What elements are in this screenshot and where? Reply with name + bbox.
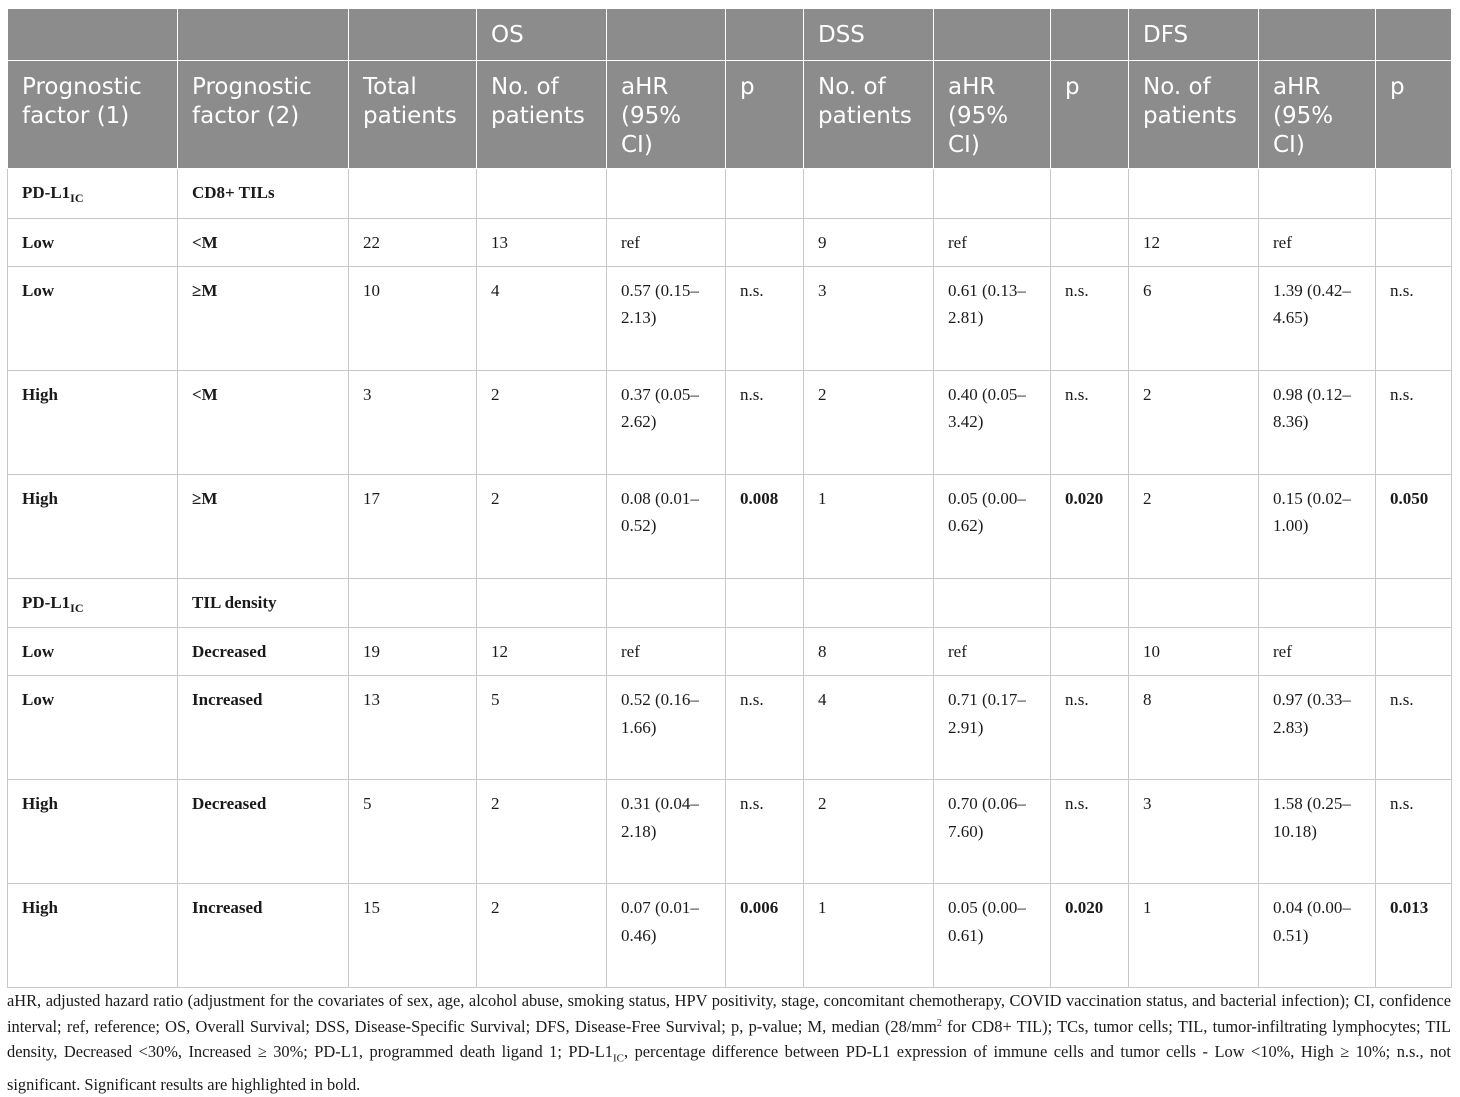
table-cell (934, 169, 1051, 219)
group-header-row (8, 9, 1452, 61)
table-cell: n.s. (1376, 676, 1452, 780)
table-cell: 2 (477, 370, 607, 474)
table-cell: n.s. (726, 780, 804, 884)
table-cell (477, 169, 607, 219)
col-header-dss-ahr: aHR (95% CI) (934, 61, 1051, 169)
section-header-row (8, 578, 1452, 628)
table-cell: 1.58 (0.25–10.18) (1259, 780, 1376, 884)
table-cell: <M (178, 370, 349, 474)
results-table-container (7, 8, 1451, 988)
empty-header-cell (349, 9, 477, 61)
table-cell: Decreased (178, 780, 349, 884)
group-header-dss: DSS (804, 9, 934, 61)
table-cell: High (8, 474, 178, 578)
col-header-os-n: No. of patients (477, 61, 607, 169)
table-row (8, 474, 1452, 578)
table-row (8, 370, 1452, 474)
table-cell (1376, 578, 1452, 628)
table-cell (1376, 628, 1452, 676)
empty-header-cell (1051, 9, 1129, 61)
table-cell: 2 (477, 884, 607, 988)
table-cell: 0.52 (0.16–1.66) (607, 676, 726, 780)
table-cell: High (8, 884, 178, 988)
table-cell: n.s. (1051, 676, 1129, 780)
table-cell: 22 (349, 218, 477, 266)
table-cell (349, 169, 477, 219)
table-cell: 0.61 (0.13–2.81) (934, 266, 1051, 370)
table-row (8, 628, 1452, 676)
col-header-dfs-n: No. of patients (1129, 61, 1259, 169)
table-cell: 0.04 (0.00–0.51) (1259, 884, 1376, 988)
table-cell: n.s. (726, 370, 804, 474)
table-cell: 0.08 (0.01–0.52) (607, 474, 726, 578)
table-cell: ref (607, 218, 726, 266)
table-cell: 6 (1129, 266, 1259, 370)
table-cell: 1 (804, 474, 934, 578)
table-cell: 13 (349, 676, 477, 780)
table-cell: ref (934, 628, 1051, 676)
table-cell: 0.97 (0.33–2.83) (1259, 676, 1376, 780)
table-cell: 0.57 (0.15–2.13) (607, 266, 726, 370)
table-cell: 0.71 (0.17–2.91) (934, 676, 1051, 780)
table-cell: 0.37 (0.05–2.62) (607, 370, 726, 474)
table-cell: 3 (1129, 780, 1259, 884)
table-cell: 4 (804, 676, 934, 780)
table-cell: 9 (804, 218, 934, 266)
table-cell: 1 (1129, 884, 1259, 988)
table-cell: 1.39 (0.42–4.65) (1259, 266, 1376, 370)
table-cell: 0.70 (0.06–7.60) (934, 780, 1051, 884)
table-cell (607, 578, 726, 628)
table-row (8, 780, 1452, 884)
table-cell: n.s. (1376, 266, 1452, 370)
table-cell: 13 (477, 218, 607, 266)
table-cell: 0.31 (0.04–2.18) (607, 780, 726, 884)
table-cell: Increased (178, 676, 349, 780)
table-cell (1051, 628, 1129, 676)
table-cell: High (8, 370, 178, 474)
table-cell: 0.020 (1051, 474, 1129, 578)
table-cell (726, 628, 804, 676)
col-header-os-p: p (726, 61, 804, 169)
table-cell (349, 578, 477, 628)
table-cell: 0.05 (0.00–0.62) (934, 474, 1051, 578)
table-cell: 3 (349, 370, 477, 474)
table-cell: 0.15 (0.02–1.00) (1259, 474, 1376, 578)
table-cell: 12 (477, 628, 607, 676)
col-header-dfs-ahr: aHR (95% CI) (1259, 61, 1376, 169)
group-header-dfs: DFS (1129, 9, 1259, 61)
table-cell: n.s. (726, 266, 804, 370)
table-row (8, 884, 1452, 988)
table-cell: n.s. (1051, 780, 1129, 884)
table-cell: 17 (349, 474, 477, 578)
table-cell: 19 (349, 628, 477, 676)
table-cell: ≥M (178, 266, 349, 370)
empty-header-cell (1376, 9, 1452, 61)
table-cell: Low (8, 218, 178, 266)
table-cell: 2 (1129, 474, 1259, 578)
group-header-os: OS (477, 9, 607, 61)
col-header-dss-p: p (1051, 61, 1129, 169)
table-cell (934, 578, 1051, 628)
col-header-dss-n: No. of patients (804, 61, 934, 169)
section-factor1: $PD-L1_{IC}$ (8, 169, 178, 219)
empty-header-cell (1259, 9, 1376, 61)
section-factor2: CD8+ TILs (178, 169, 349, 219)
table-cell: 8 (1129, 676, 1259, 780)
empty-header-cell (607, 9, 726, 61)
table-cell (1129, 578, 1259, 628)
table-cell (1259, 578, 1376, 628)
table-cell: ref (1259, 628, 1376, 676)
table-cell: Decreased (178, 628, 349, 676)
table-cell: n.s. (1051, 370, 1129, 474)
table-cell (726, 169, 804, 219)
table-cell (804, 169, 934, 219)
table-row (8, 266, 1452, 370)
table-cell: ref (607, 628, 726, 676)
empty-header-cell (8, 9, 178, 61)
table-cell: 0.40 (0.05–3.42) (934, 370, 1051, 474)
table-footnote: aHR, adjusted hazard ratio (adjustment for the covariates of sex, age, alcohol abuse, smoking status, HPV positivity, stage, concomitant chemotherapy, COVID vaccination status, and bacterial infection); CI, confidence interval; ref, reference; OS, Overall Survival; DSS, Disease-Specific Survival; DFS, Disease-Free Survival; p, p-value; M, median ($28/mm^2$ for CD8+ TIL); TCs, tumor cells; TIL, tumor-infiltrating lymphocytes; TIL density, Decreased <30%, Increased ≥ 30%; PD-L1, programmed death ligand 1; $PD-L1_{IC}$, percentage difference between PD-L1 expression of immune cells and tumor cells - Low <10%, High ≥ 10%; n.s., not significant. Significant results are highlighted in bold. (7, 991, 1451, 1094)
table-cell: 3 (804, 266, 934, 370)
table-cell: 0.008 (726, 474, 804, 578)
table-cell: 0.050 (1376, 474, 1452, 578)
col-header-os-ahr: aHR (95% CI) (607, 61, 726, 169)
table-cell (726, 218, 804, 266)
table-cell: 10 (1129, 628, 1259, 676)
table-cell: ≥M (178, 474, 349, 578)
table-cell: 2 (804, 370, 934, 474)
col-header-factor2: Prognostic factor (2) (178, 61, 349, 169)
col-header-total: Total patients (349, 61, 477, 169)
table-cell: 2 (1129, 370, 1259, 474)
column-header-row (8, 61, 1452, 169)
table-cell: Low (8, 628, 178, 676)
table-cell: 5 (349, 780, 477, 884)
table-cell: 0.013 (1376, 884, 1452, 988)
table-cell (804, 578, 934, 628)
table-cell (1129, 169, 1259, 219)
table-row (8, 218, 1452, 266)
table-cell: 8 (804, 628, 934, 676)
empty-header-cell (934, 9, 1051, 61)
section-factor1: $PD-L1_{IC}$ (8, 578, 178, 628)
prognostic-factors-table (7, 8, 1452, 988)
col-header-dfs-p: p (1376, 61, 1452, 169)
table-cell: <M (178, 218, 349, 266)
table-cell (1051, 169, 1129, 219)
table-cell: Low (8, 266, 178, 370)
table-cell: 15 (349, 884, 477, 988)
table-cell: 12 (1129, 218, 1259, 266)
table-cell: ref (934, 218, 1051, 266)
table-cell (1376, 218, 1452, 266)
section-header-row (8, 169, 1452, 219)
empty-header-cell (178, 9, 349, 61)
table-cell: 2 (477, 474, 607, 578)
table-cell: 4 (477, 266, 607, 370)
table-cell: 0.006 (726, 884, 804, 988)
table-cell (1376, 169, 1452, 219)
table-cell: 2 (477, 780, 607, 884)
table-cell (607, 169, 726, 219)
table-cell: 0.020 (1051, 884, 1129, 988)
table-cell: Increased (178, 884, 349, 988)
table-cell: n.s. (1376, 370, 1452, 474)
empty-header-cell (726, 9, 804, 61)
table-cell: n.s. (726, 676, 804, 780)
table-cell (1259, 169, 1376, 219)
table-cell (1051, 578, 1129, 628)
table-cell: n.s. (1376, 780, 1452, 884)
col-header-factor1: Prognostic factor (1) (8, 61, 178, 169)
table-cell: 1 (804, 884, 934, 988)
table-cell: 5 (477, 676, 607, 780)
table-cell: High (8, 780, 178, 884)
table-cell: Low (8, 676, 178, 780)
table-cell (726, 578, 804, 628)
table-cell: 0.05 (0.00–0.61) (934, 884, 1051, 988)
table-cell: n.s. (1051, 266, 1129, 370)
table-cell: 2 (804, 780, 934, 884)
table-cell (477, 578, 607, 628)
table-cell: 0.07 (0.01–0.46) (607, 884, 726, 988)
table-cell: 10 (349, 266, 477, 370)
table-cell: ref (1259, 218, 1376, 266)
table-cell (1051, 218, 1129, 266)
section-factor2: TIL density (178, 578, 349, 628)
table-cell: 0.98 (0.12–8.36) (1259, 370, 1376, 474)
table-row (8, 676, 1452, 780)
